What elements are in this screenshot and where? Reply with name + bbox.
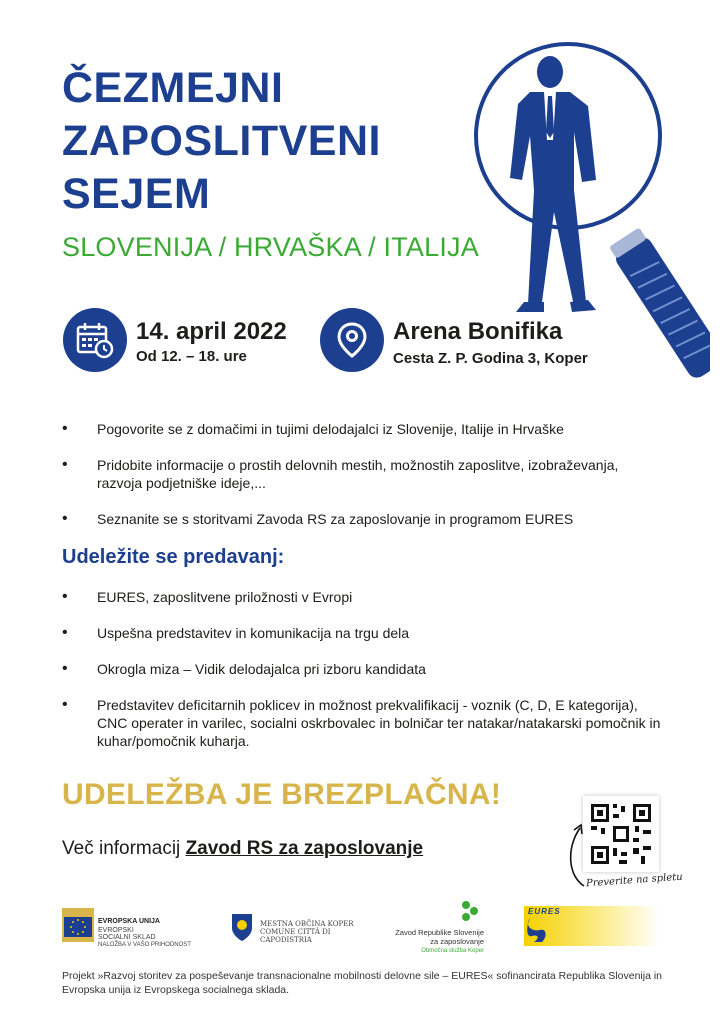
- title-line-1: ČEZMEJNI: [62, 64, 284, 112]
- koper-coat-of-arms-icon: [230, 912, 254, 942]
- free-entry-banner: UDELEŽBA JE BREZPLAČNA!: [62, 778, 502, 811]
- zrsz-link[interactable]: Zavod RS za zaposlovanje: [185, 838, 424, 859]
- benefits-list: [62, 420, 662, 528]
- calendar-circle: [63, 308, 127, 372]
- location-circle: [320, 308, 384, 372]
- koper-logo-line-2: COMUNE CITTÀ DI CAPODISTRIA: [260, 928, 331, 944]
- event-address: Cesta Z. P. Godina 3, Koper: [393, 350, 588, 367]
- title-line-3: SEJEM: [62, 170, 211, 218]
- koper-logo-line-1: MESTNA OBČINA KOPER: [260, 920, 354, 928]
- qr-caption: Preverite na spletu: [585, 871, 684, 890]
- list-item: • Pridobite informacije o prostih delovnih mestih, možnostih zaposlitve, izobraževanja, razvoja podjetniške ideje,...: [62, 456, 662, 492]
- eu-logo-line-2: EVROPSKI: [98, 927, 134, 934]
- calendar-clock-icon: [75, 320, 115, 360]
- footer-note: Projekt »Razvoj storitev za pospeševanje transnacionalne mobilnosti delovne sile – EURES« sofinancirata Republika Slovenija in Evropska unija iz Evropskega socialnega sklada.: [62, 970, 662, 996]
- eu-esf-logo: [62, 908, 212, 948]
- zrsz-logo-line-3: Območna služba Koper: [421, 948, 484, 954]
- zrsz-logo: [392, 900, 492, 956]
- page-title: [62, 62, 381, 221]
- eures-swirl-icon: [526, 916, 550, 944]
- eures-logo-text: EURES: [528, 907, 561, 916]
- qr-code[interactable]: [583, 796, 659, 872]
- list-item: • Okrogla miza – Vidik delodajalca pri izboru kandidata: [62, 660, 662, 678]
- event-date: 14. april 2022: [136, 318, 287, 345]
- list-item: • Predstavitev deficitarnih poklicev in možnost prekvalifikacij - voznik (C, D, E kategorija), CNC operater in varilec, socialni oskrbovalec in bolničar ter natakar/natakarski pomočnik in kuhar/pomočnik kuharja.: [62, 696, 662, 750]
- list-item: • Uspešna predstavitev in komunikacija na trgu dela: [62, 624, 662, 642]
- qr-code-icon: [583, 796, 659, 872]
- eures-logo: [524, 906, 660, 946]
- more-info: [62, 838, 423, 860]
- zrsz-leaf-icon: [460, 900, 480, 922]
- list-item: • Pogovorite se z domačimi in tujimi delodajalci iz Slovenije, Italije in Hrvaške: [62, 420, 662, 438]
- location-pin-icon: [337, 322, 367, 358]
- koper-logo: [230, 912, 370, 946]
- eu-logo-line-4: NALOŽBA V VAŠO PRIHODNOST: [98, 942, 191, 948]
- title-line-2: ZAPOSLITVENI: [62, 117, 381, 165]
- subtitle: SLOVENIJA / HRVAŠKA / ITALIJA: [62, 232, 479, 262]
- magnifier-handle: [607, 226, 710, 381]
- more-info-prefix: Več informacij: [62, 838, 181, 859]
- event-venue: Arena Bonifika: [393, 318, 563, 345]
- lectures-list: [62, 588, 662, 750]
- event-time: Od 12. – 18. ure: [136, 348, 247, 365]
- list-item: • EURES, zaposlitvene priložnosti v Evropi: [62, 588, 662, 606]
- eu-logo-line-1: EVROPSKA UNIJA: [98, 918, 160, 925]
- zrsz-logo-line-1: Zavod Republike Slovenije: [395, 928, 484, 937]
- zrsz-logo-line-2: za zaposlovanje: [430, 937, 484, 946]
- lectures-heading: Udeležite se predavanj:: [62, 546, 285, 568]
- eu-logo-line-3: SOCIALNI SKLAD: [98, 934, 156, 941]
- magnifier-man-illustration: [470, 40, 710, 400]
- list-item: • Seznanite se s storitvami Zavoda RS za zaposlovanje in programom EURES: [62, 510, 662, 528]
- eu-flag-icon: [62, 908, 94, 942]
